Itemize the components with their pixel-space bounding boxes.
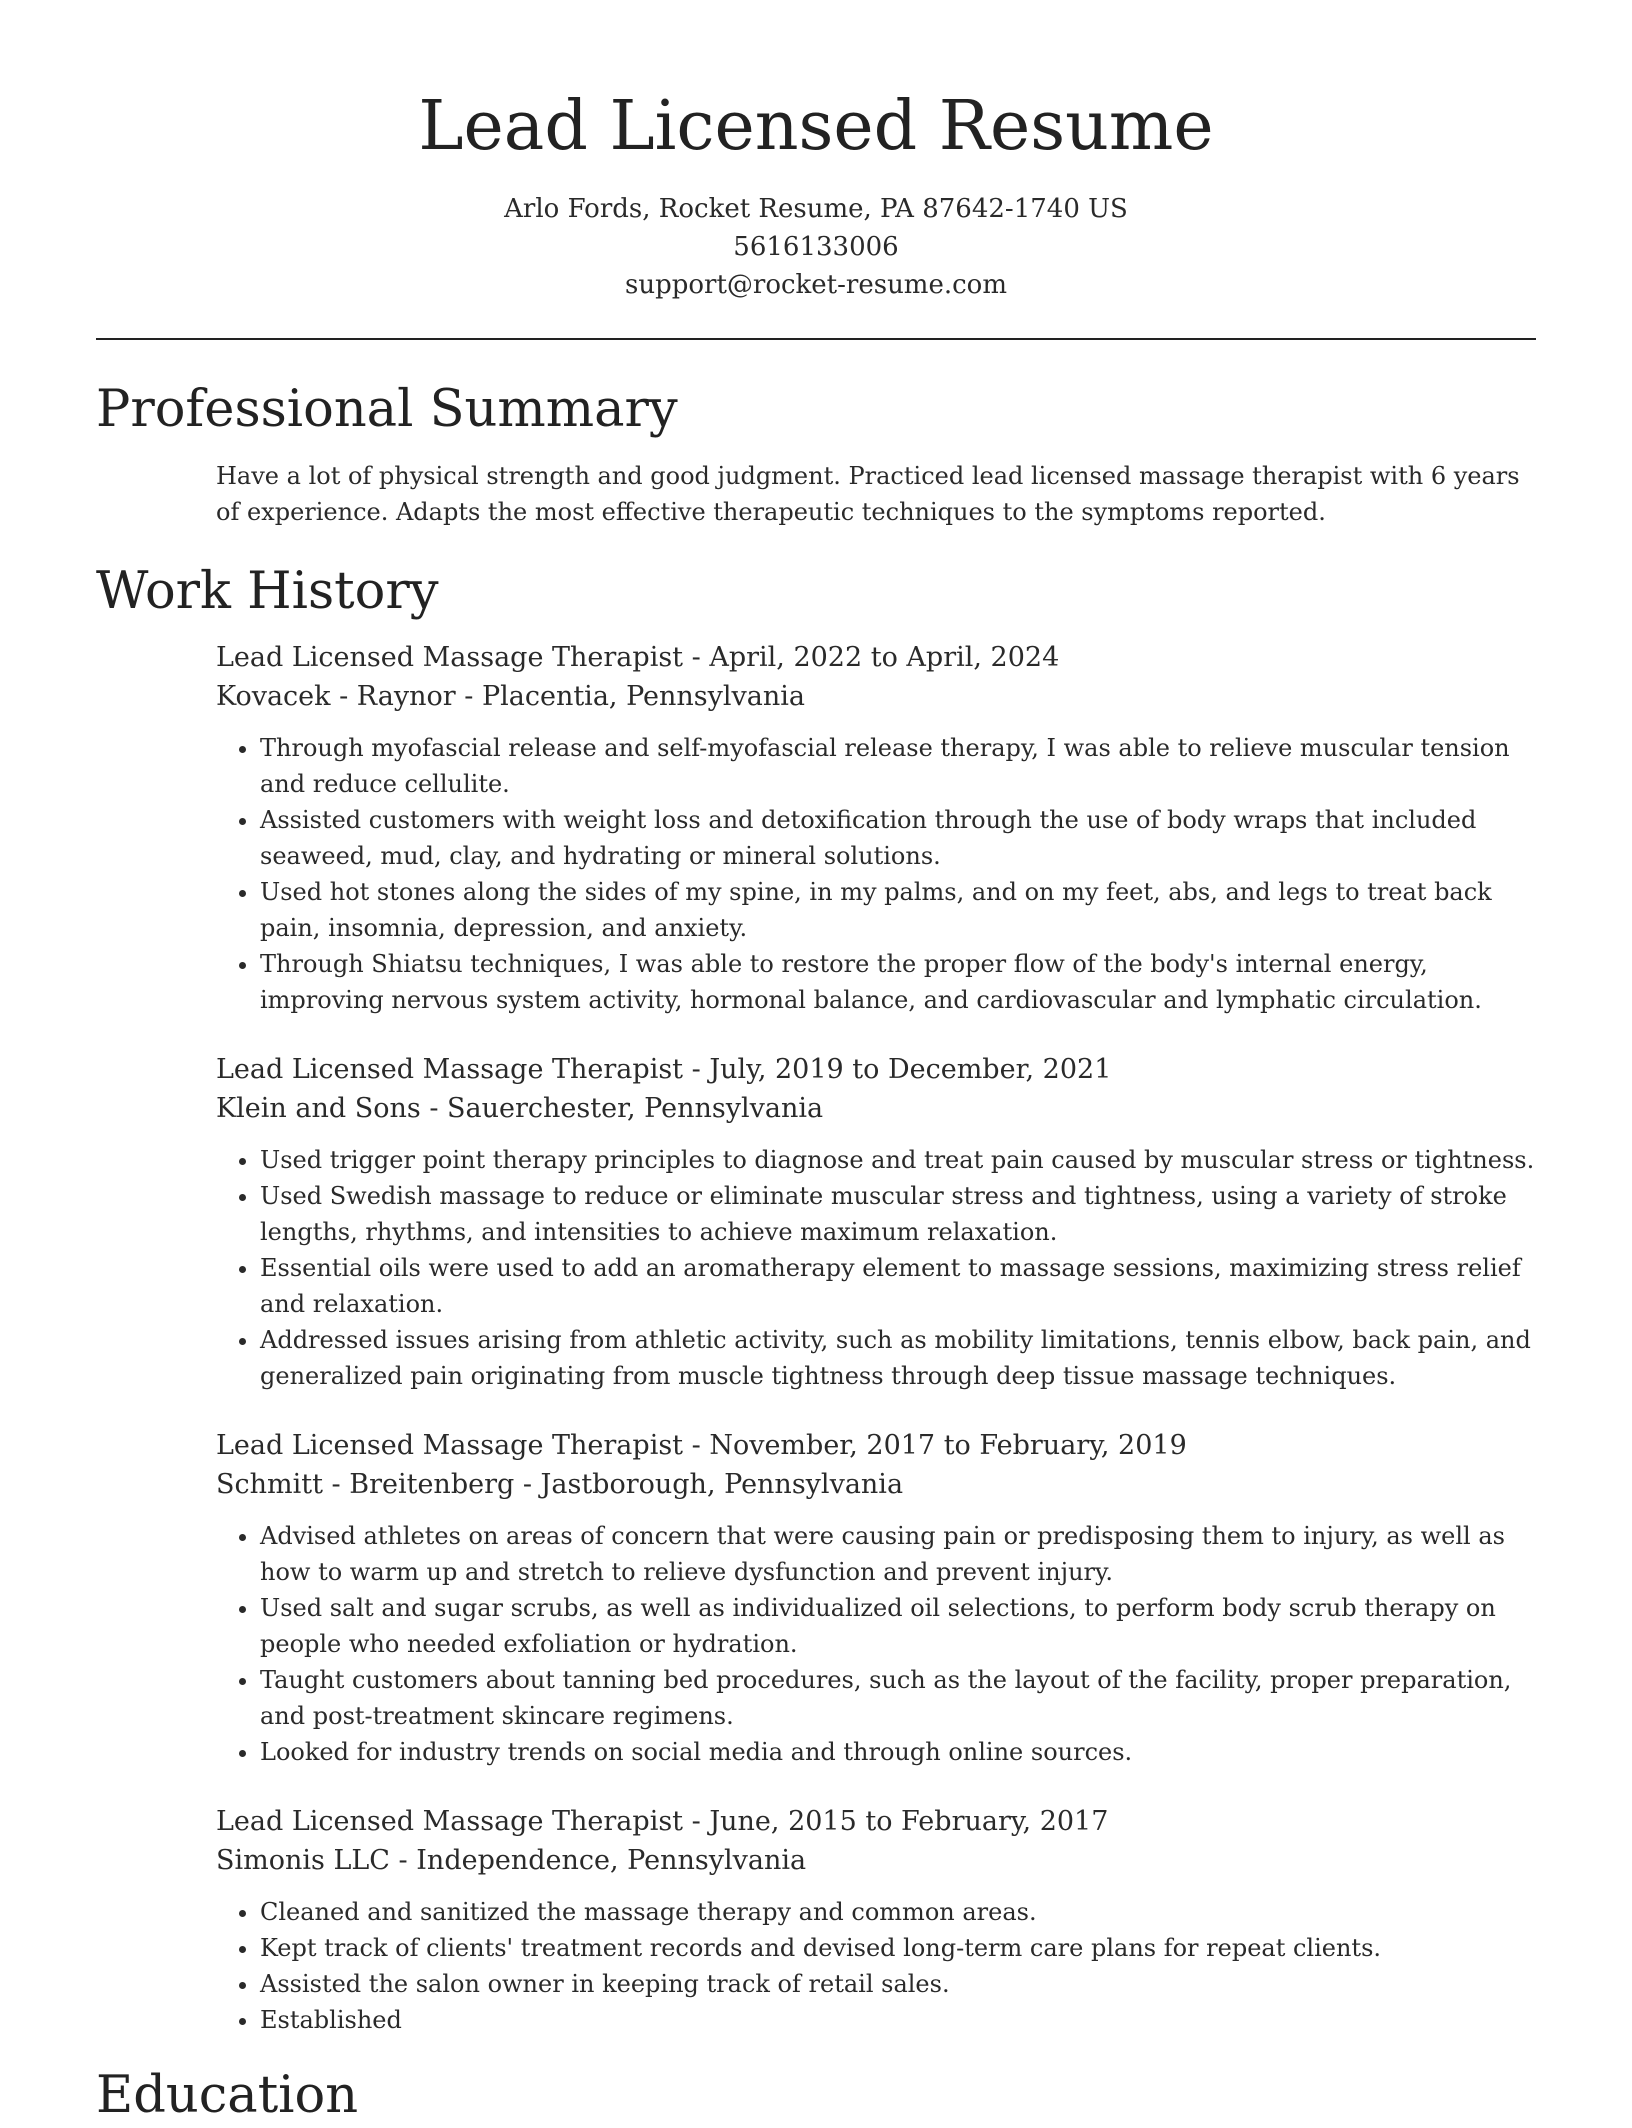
job-bullet: • Used Swedish massage to reduce or eliminate muscular stress and tightness, using a variety of stroke lengths, rhythms, and intensities to achieve maximum relaxation. [260, 1178, 1536, 1250]
job-bullet: • Kept track of clients' treatment records and devised long-term care plans for repeat clients. [260, 1930, 1536, 1966]
job-bullet: • Assisted the salon owner in keeping track of retail sales. [260, 1966, 1536, 2002]
job-bullet: • Taught customers about tanning bed procedures, such as the layout of the facility, proper preparation, and post-treatment skincare regimens. [260, 1662, 1536, 1734]
job-entry [216, 1050, 1536, 1394]
contact-phone: 5616133006 [733, 232, 899, 262]
job-bullet: • Used hot stones along the sides of my spine, in my palms, and on my feet, abs, and legs to treat back pain, insomnia, depression, and anxiety. [260, 874, 1536, 946]
job-bullet: • Advised athletes on areas of concern that were causing pain or predisposing them to injury, as well as how to warm up and stretch to relieve dysfunction and prevent injury. [260, 1518, 1536, 1590]
job-company-line: Simonis LLC - Independence, Pennsylvania [216, 1845, 807, 1876]
job-title-line: Lead Licensed Massage Therapist - June, 2015 to February, 2017 [216, 1806, 1109, 1837]
header-divider [96, 338, 1536, 340]
contact-email: support@rocket-resume.com [624, 270, 1007, 300]
job-bullets [216, 730, 1536, 1018]
job-bullet: • Used salt and sugar scrubs, as well as individualized oil selections, to perform body scrub therapy on people who needed exfoliation or hydration. [260, 1590, 1536, 1662]
resume-title: Lead Licensed Resume [418, 87, 1214, 166]
job-title-line: Lead Licensed Massage Therapist - November, 2017 to February, 2019 [216, 1430, 1187, 1461]
job-bullet: • Assisted customers with weight loss and detoxification through the use of body wraps that included seaweed, mud, clay, and hydrating or mineral solutions. [260, 802, 1536, 874]
work-history-heading: Work History [96, 562, 439, 621]
job-company-line: Kovacek - Raynor - Placentia, Pennsylvania [216, 681, 806, 712]
job-bullet: • Cleaned and sanitized the massage therapy and common areas. [260, 1894, 1536, 1930]
job-entry [216, 1802, 1536, 2038]
job-entry [216, 1426, 1536, 1770]
contact-block [96, 190, 1536, 304]
job-bullet: • Looked for industry trends on social media and through online sources. [260, 1734, 1536, 1770]
job-bullet: • Essential oils were used to add an aromatherapy element to massage sessions, maximizing stress relief and relaxation. [260, 1250, 1536, 1322]
job-bullet: • Through myofascial release and self-myofascial release therapy, I was able to relieve muscular tension and reduce cellulite. [260, 730, 1536, 802]
job-company-line: Schmitt - Breitenberg - Jastborough, Pennsylvania [216, 1469, 904, 1500]
job-bullet: • Established [260, 2002, 1536, 2038]
job-entry [216, 638, 1536, 1018]
summary-text: Have a lot of physical strength and good judgment. Practiced lead licensed massage therapist with 6 years of experience. Adapts the most effective therapeutic techniques to the symptoms reported. [216, 462, 1520, 526]
job-title-line: Lead Licensed Massage Therapist - July, 2019 to December, 2021 [216, 1054, 1112, 1085]
job-bullet: • Addressed issues arising from athletic activity, such as mobility limitations, tennis elbow, back pain, and generalized pain originating from muscle tightness through deep tissue massage techniques. [260, 1322, 1536, 1394]
job-bullet: • Used trigger point therapy principles to diagnose and treat pain caused by muscular stress or tightness. [260, 1142, 1536, 1178]
job-bullets [216, 1142, 1536, 1394]
job-bullet: • Through Shiatsu techniques, I was able to restore the proper flow of the body's internal energy, improving nervous system activity, hormonal balance, and cardiovascular and lymphatic circulation. [260, 946, 1536, 1018]
job-bullets [216, 1894, 1536, 2038]
summary-heading: Professional Summary [96, 380, 678, 439]
job-company-line: Klein and Sons - Sauerchester, Pennsylvania [216, 1093, 824, 1124]
job-title-line: Lead Licensed Massage Therapist - April, 2022 to April, 2024 [216, 642, 1060, 673]
job-bullets [216, 1518, 1536, 1770]
education-heading: Education [96, 2066, 359, 2125]
resume-page [96, 0, 1536, 2125]
contact-address: Arlo Fords, Rocket Resume, PA 87642-1740 US [504, 194, 1128, 224]
